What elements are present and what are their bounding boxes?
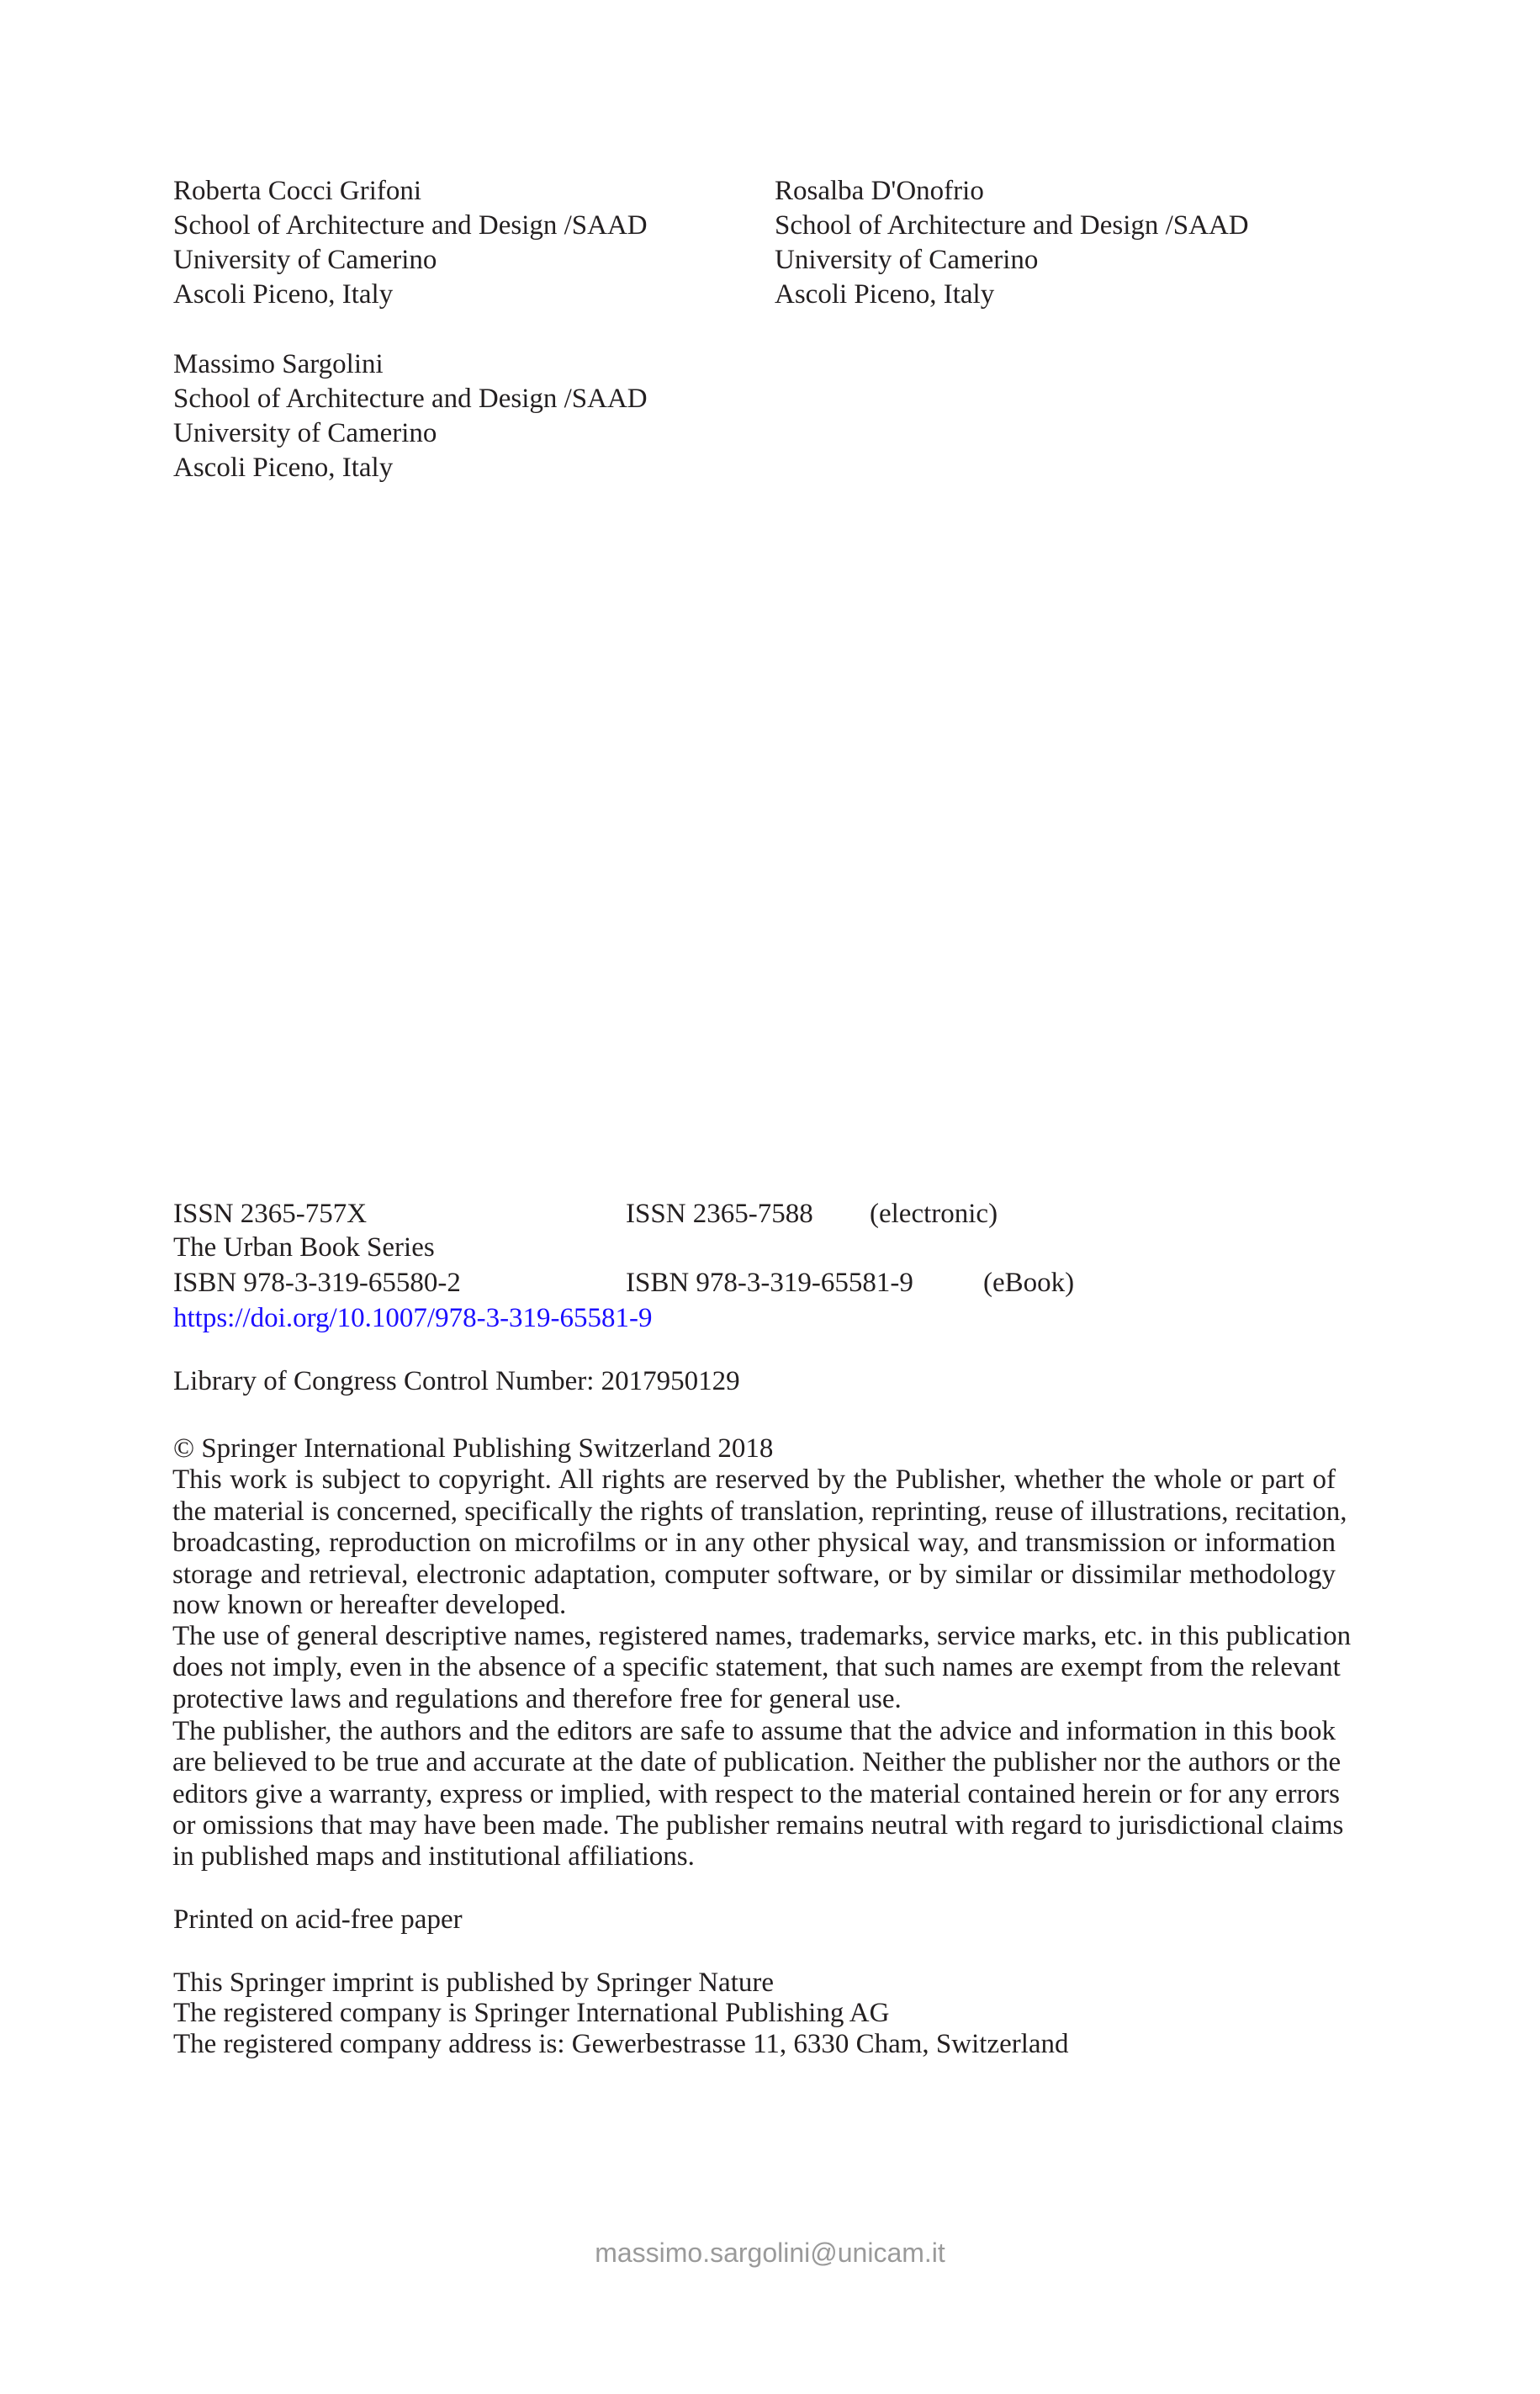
paper-note: Printed on acid-free paper [173,1904,463,1935]
author-location: Ascoli Piceno, Italy [775,279,995,310]
issn-print: ISSN 2365-757X [173,1199,368,1229]
author-affiliation: School of Architecture and Design /SAAD [173,384,648,414]
copyright-body-line: the material is concerned, specifically the rights of translation, reprinting, reuse of illustrations, recitation, [172,1496,1347,1527]
copyright-body-line: storage and retrieval, electronic adaptation, computer software, or by similar or dissimilar methodology [172,1560,1336,1590]
copyright-body-line: protective laws and regulations and therefore free for general use. [172,1684,902,1714]
copyright-body-line: does not imply, even in the absence of a specific statement, that such names are exempt from the relevant [172,1652,1341,1682]
imprint-line: This Springer imprint is published by Springer Nature [173,1968,774,1998]
watermark-email: massimo.sargolini@unicam.it [595,2238,945,2268]
copyright-line: © Springer International Publishing Switzerland 2018 [173,1433,774,1464]
copyright-body-line: are believed to be true and accurate at the date of publication. Neither the publisher nor the authors or the [172,1747,1342,1777]
copyright-body-line: The publisher, the authors and the editors are safe to assume that the advice and information in this book [172,1716,1336,1746]
author-location: Ascoli Piceno, Italy [173,453,394,483]
issn-electronic-label: (electronic) [870,1199,998,1229]
copyright-body-line: or omissions that may have been made. The publisher remains neutral with regard to jurisdictional claims [172,1810,1344,1841]
doi-link[interactable]: https://doi.org/10.1007/978-3-319-65581-9 [173,1303,653,1333]
issn-electronic: ISSN 2365-7588 [626,1199,813,1229]
author-institution: University of Camerino [173,418,437,448]
author-location: Ascoli Piceno, Italy [173,279,394,310]
copyright-body-line: in published maps and institutional affiliations. [172,1841,695,1872]
imprint-line: The registered company is Springer International Publishing AG [173,1998,890,2028]
author-institution: University of Camerino [173,245,437,275]
copyright-body-line: This work is subject to copyright. All rights are reserved by the Publisher, whether the whole or part of [172,1464,1336,1495]
isbn-print: ISBN 978-3-319-65580-2 [173,1268,461,1298]
copyright-body-line: broadcasting, reproduction on microfilms or in any other physical way, and transmission or information [172,1528,1336,1558]
author-name: Roberta Cocci Grifoni [173,176,422,206]
author-affiliation: School of Architecture and Design /SAAD [775,210,1249,241]
author-institution: University of Camerino [775,245,1039,275]
author-name: Massimo Sargolini [173,349,384,379]
author-name: Rosalba D'Onofrio [775,176,984,206]
author-affiliation: School of Architecture and Design /SAAD [173,210,648,241]
isbn-ebook: ISBN 978-3-319-65581-9 [626,1268,913,1298]
copyright-body-line: now known or hereafter developed. [172,1590,567,1620]
imprint-line: The registered company address is: Gewerbestrasse 11, 6330 Cham, Switzerland [173,2029,1069,2059]
loc-control-number: Library of Congress Control Number: 2017950129 [173,1366,740,1396]
isbn-ebook-label: (eBook) [983,1268,1075,1298]
copyright-body-line: editors give a warranty, express or implied, with respect to the material contained herein or for any errors [172,1779,1340,1809]
copyright-body-line: The use of general descriptive names, registered names, trademarks, service marks, etc. in this publication [172,1621,1352,1651]
series-title: The Urban Book Series [173,1232,435,1263]
